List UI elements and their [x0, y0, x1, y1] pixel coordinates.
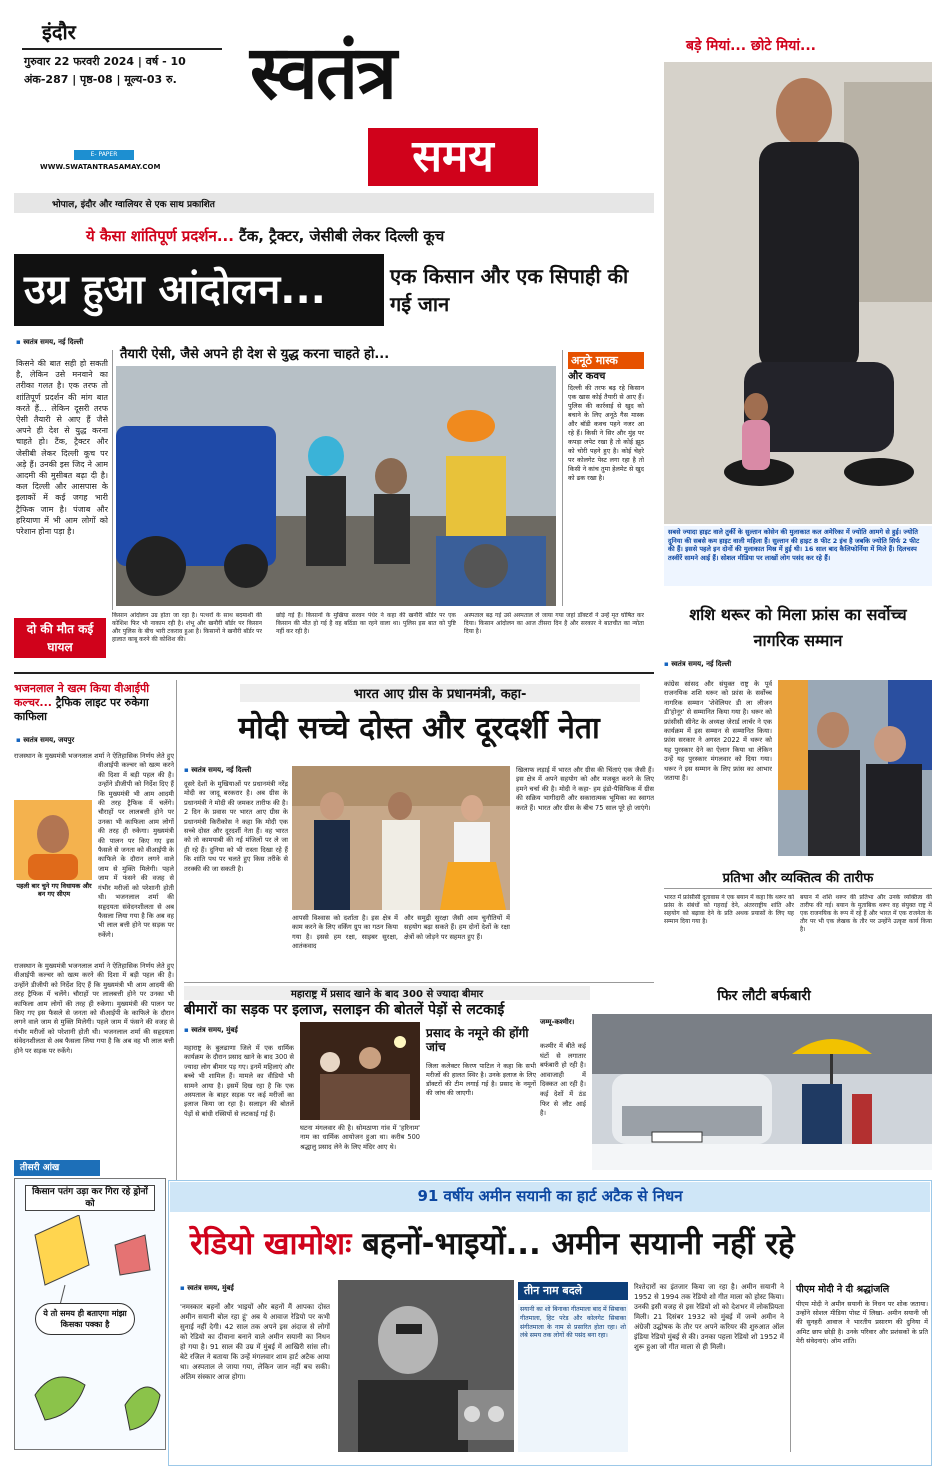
- masthead-rule: [22, 48, 222, 50]
- mask-head: अनूठे मास्क: [568, 352, 644, 369]
- prasad-sample-body: जिला कलेक्टर किरण पाटिल ने कहा कि सभी मरीजों की हालत स्थिर है। उनके इलाज के लिए डॉक्टरों की टीम लगाई गई है। प्रसाद के नमूनों की जांच की जाएगी।: [426, 1062, 536, 1097]
- cartoon-frame: [14, 1178, 166, 1450]
- lead-subhead: एक किसान और एक सिपाही की गई जान: [390, 264, 629, 316]
- snow-headline: फिर लौटी बर्फबारी: [717, 988, 811, 1004]
- sayani-byline: ▪ स्वतंत्र समय, मुंबई: [180, 1284, 300, 1293]
- rule: [664, 888, 932, 889]
- sayani-headline-red: रेडियो खामोशः: [190, 1226, 352, 1262]
- snow-place: जम्मू-कश्मीर।: [540, 1018, 575, 1026]
- bhajanlal-body: राजस्थान के मुख्यमंत्री भजनलाल शर्मा ने ऐतिहासिक निर्णय लेते हुए वीआईपी कल्चर को खत्म करने की दिशा में बड़ी पहल की है। उन्होंने डीजीपी को निर्देश दिए हैं कि मुख्यमंत्री भी आम आदमी की तरह ट्रैफिक में चलेंगे। चौराहों पर लालबत्ती होने पर उनका भी काफिला आम लोगों की तरह ही रुकेगा। मुख्यमंत्री की पालन पर किए गए इस फैसले से जनता को वीआईपी के काफिले के दौरान लगने वाले जाम से मुक्ति मिलेगी। पहले जाम में फंसने की वजह से गंभीर मरीजों को परेशानी होती थी। भजनलाल शर्मा की सहृदयता संवेदनशीलता से अब फैसला लिया गया है कि अब वह भी लाल बत्ती होने पर सड़क पर रुकेंगे।: [14, 752, 174, 939]
- deaths-label: दो की मौत कई घायल: [14, 618, 106, 658]
- bhajanlal-photo-caption: पहली बार चुने गए विधायक और बन गए सीएम: [16, 882, 92, 898]
- modi-byline: ▪ स्वतंत्र समय, नई दिल्ली: [184, 766, 294, 775]
- lead-photo-title: तैयारी ऐसी, जैसे अपने ही देश से युद्ध करना चाहते हो...: [120, 347, 390, 362]
- sayani-headline: [190, 1222, 920, 1264]
- sayani-tribute-head: पीएम मोदी ने दी श्रद्धांजलि: [796, 1284, 890, 1295]
- tagline: भोपाल, इंदौर और ग्वालियर से एक साथ प्रकाशित: [52, 200, 215, 210]
- right-kicker: बड़े मियां... छोटे मियां...: [686, 38, 816, 54]
- lead-kicker-red: ये कैसा शांतिपूर्ण प्रदर्शन...: [86, 227, 234, 245]
- bhajanlal-body-cont: राजस्थान के मुख्यमंत्री भजनलाल शर्मा ने ऐतिहासिक निर्णय लेते हुए वीआईपी कल्चर को खत्म करने की दिशा में बड़ी पहल की है। उन्होंने डीजीपी को निर्देश दिए हैं कि मुख्यमंत्री भी आम आदमी की तरह ट्रैफिक में चलेंगे। चौराहों पर लालबत्ती होने पर उनका भी काफिला आम लोगों की तरह ही रुकेगा। मुख्यमंत्री की पालन पर किए गए इस फैसले से जनता को वीआईपी के काफिले के दौरान लगने वाले जाम से मुक्ति मिलेगी। पहले जाम में फंसने की वजह से गंभीर मरीजों को परेशानी होती थी। भजनलाल शर्मा की सहृदयता संवेदनशीलता से अब फैसला लिया गया है कि अब वह भी लाल बत्ती होने पर सड़क पर रुकेंगे।: [14, 962, 174, 1055]
- tharoor-photo-illustration: [778, 680, 932, 856]
- bhajanlal-headline: [14, 682, 174, 724]
- modi-body-3: और समुद्री सुरक्षा जैसी आम चुनौतियों में सहयोग बढ़ा सकते हैं। हम दोनों देशों के रक्षा क्षेत्रों को जोड़ने पर सहमत हुए हैं।: [404, 914, 510, 941]
- sayani-kicker: 91 वर्षीय अमीन सयानी का हार्ट अटैक से निधन: [417, 1187, 683, 1205]
- logo-bottom: समय: [368, 128, 538, 186]
- column-rule: [790, 1280, 791, 1452]
- modi-body-1: दूसरे देशों के मुखियाओं पर प्रधानमंत्री नरेंद्र मोदी का जादू बरकरार है। अब ग्रीस के प्रधानमंत्री ने मोदी की जमकर तारीफ की है। 2 दिन के प्रवास पर भारत आए ग्रीस के प्रधानमंत्री किरीकोस ने कहा कि मोदी एक सच्चे दोस्त और दूरदर्शी नेता हैं। वह भारत को तो कामयाबी की नई मंजिलों पर ले जा ही रहे हैं। दुनिया को भी रास्ता दिखा रहे हैं कि शांति पथ पर चलते हुए किस तरीके से तरक्की की जा सकती है।: [184, 780, 288, 873]
- lead-caption-3: अस्पताल बढ़ गई उसे अस्पताल ले जाया गया जहां डॉक्टरों ने उन्हें मृत घोषित कर दिया। किसान आंदोलन का आज तीसरा दिन है और सरकार ने बातचीत का न्योता दिया है।: [464, 612, 644, 635]
- city-label: इंदौर: [42, 20, 76, 44]
- modi-body-4: खिलाफ लड़ाई में भारत और ग्रीस की चिंताएं एक जैसी हैं। इस क्षेत्र में अपने सहयोग को और मजबूत करने के लिए हमने चर्चा की है। मोदी ने कहा- हम इंडो-पैसिफिक में ग्रीस की सक्रिय भागीदारी और सकारात्मक भूमिका का स्वागत करते हैं। भारत और ग्रीस के बीच 75 साल पूरे हो जाएंगे।: [516, 766, 654, 812]
- tharoor-body-3: बयान में शशि थरूर की प्रतिभा और उनके व्यक्तित्व की तारीफ की गई। बयान के मुताबिक थरूर वह संयुक्त राष्ट्र में एक राजनयिक के रूप में रहे हैं और भारत में एक राजनेता के तौर पर भी एक लेखक के तौर पर उन्होंने उत्कृष्ट कार्य किया है।: [800, 894, 932, 933]
- rule: [184, 982, 654, 983]
- lead-kicker: [86, 226, 646, 246]
- lead-photo-illustration: [116, 366, 556, 606]
- prasad-photo-illustration: [300, 1022, 420, 1120]
- modi-photo: [292, 766, 510, 910]
- sayani-body: 'नमस्कार बहनों और भाइयों और बहनों मैं आपका दोस्त अमीन सयानी बोल रहा हूं' अब ये आवाज रेडियो पर कभी सुनाई नहीं देगी। 42 साल तक अपने इस अंदाज से लोगों को रेडियो का दीवाना बनाने वाले अमीन सयानी का निधन हो गया है। 91 साल की उम्र में मुंबई में आखिरी सांस ली। बेटे रजिल ने बताया कि उन्हें मंगलवार शाम हार्ट अटैक आया था। अस्पताल ले जाया गया, लेकिन जान नहीं बच सकी। अंतिम संस्कार आज होगा।: [180, 1303, 330, 1381]
- prasad-headline: बीमारों का सड़क पर इलाज, सलाइन की बोतलें पेड़ों से लटकाई: [184, 1002, 505, 1018]
- mask-sub: और कवच: [568, 371, 606, 382]
- website-link[interactable]: WWW.SWATANTRASAMAY.COM: [40, 163, 161, 171]
- date-line: गुरुवार 22 फरवरी 2024 | वर्ष - 10: [24, 55, 186, 68]
- prasad-kicker: महाराष्ट्र में प्रसाद खाने के बाद 300 से ज्यादा बीमार: [184, 986, 590, 1000]
- cartoon-bubble: ये तो समय ही बताएगा मांझा किसका पक्का है: [35, 1303, 135, 1335]
- snow-photo: [592, 1014, 932, 1170]
- bhajanlal-headline-rest: ट्रैफिक लाइट पर रुकेगा काफिला: [14, 696, 149, 723]
- sayani-names-head: तीन नाम बदले: [518, 1282, 628, 1300]
- photo-illustration: [664, 62, 932, 524]
- lead-caption-1: किसान आंदोलन उग्र होता जा रहा है। पत्थरों के साथ बदमाशी की कोशिश फिर भी नाकाम रही है। शंभू और खनौरी बॉर्डर पर किसान और पुलिस के बीच भारी टकराव हुआ है। किसानों ने खनौरी बॉर्डर पर हालात काबू करने की कोशिश की।: [112, 612, 262, 643]
- bhajanlal-headline-red: भजनलाल ने खत्म किया वीआईपी कल्चर...: [14, 682, 150, 709]
- modi-headline: मोदी सच्चे दोस्त और दूरदर्शी नेता: [238, 711, 600, 746]
- right-photo-caption: सबसे ज्यादा हाइट वाले तुर्की के सुल्तान कोसेन की मुलाकात कल अमेरिका में ज्योति आमगे से हुई। ज्योति दुनिया की सबसे कम हाइट वाली महिला हैं। सुल्तान की हाइट 8 फीट 2 इंच है जबकि ज्योति सिर्फ 2 फीट की हैं। इससे पहले इन दोनों की मुलाकात मिस्र में हुई थी। 16 साल बाद कैलिफोर्निया में मिले हैं। दिलचस्प तस्वीरें सामने आई हैं। सोशल मीडिया पर लाखों लोग पसंद कर रहे हैं।: [664, 526, 932, 586]
- bhajanlal-byline: ▪ स्वतंत्र समय, जयपुर: [16, 736, 166, 745]
- modi-body-2: आपसी विश्वास को दर्शाता है। इस क्षेत्र में काम करने के लिए वर्किंग ग्रुप का गठन किया गया है। इससे हम रक्षा, साइबर सुरक्षा, आतंकवाद: [292, 914, 398, 951]
- sayani-photo-illustration: [338, 1280, 514, 1452]
- snow-body: कश्मीर में बीते कई घंटों से लगातार बर्फबारी हो रही है। आवाजाही में दिक्कत आ रही है। कई देशों में ठंड फिर से लौट आई है।: [540, 1042, 586, 1118]
- column-rule: [112, 350, 113, 610]
- tharoor-body-2: भारत में फ्रांसीसी दूतावास ने एक बयान में कहा कि थरूर को फ्रांस के संबंधों को गहराई देने, अंतरराष्ट्रीय शांति और सहयोग को बढ़ावा देने के प्रति अथक प्रयासों के लिए यह सम्मान दिया गया है।: [664, 894, 794, 925]
- snow-photo-illustration: [592, 1014, 932, 1170]
- sayani-headline-rest: बहनों-भाइयों... अमीन सयानी नहीं रहे: [362, 1226, 795, 1262]
- issue-line: अंक-287 | पृष्ठ-08 | मूल्य-03 रु.: [24, 73, 177, 86]
- tharoor-body: कांग्रेस सांसद और संयुक्त राष्ट्र के पूर्व राजनयिक शशि थरूर को फ्रांस के सर्वोच्च नागरिक सम्मान 'शेवेलियर डी ला लीजन डी'होनूर' से सम्मानित किया गया है। थरूर को फ्रांसीसी सीनेट के अध्यक्ष जेरार्ड लार्चर ने एक कार्यक्रम में इस सम्मान से सम्मानित किया। फ्रांस सरकार ने अगस्त 2022 में थरूर को यह पुरस्कार देने का ऐलान किया था लेकिन उन्हें यह पुरस्कार मंगलवार को दिया गया। थरूर ने इस सम्मान के लिए फ्रांस का आभार जताया है।: [664, 680, 772, 783]
- logo-top: स्वतंत्र: [250, 30, 395, 116]
- mask-body: दिल्ली की तरफ बढ़ रहे किसान एक खास कोई तैयारी से आए हैं। पुलिस की कार्रवाई से खुद को बचाने के लिए अनूठे गैस मास्क और बॉडी कवच पहने नजर आ रहे हैं। किसी ने सिर और मुंह पर कपड़ा लपेट रखा है तो कोई झूठ को चोरी पहने हुए है। कोई चेहरे पर कोलगेट पेस्ट लगा रहा है तो किसी ने कांच तुमा हेलमेट से खुद को ढक रखा है।: [568, 384, 644, 482]
- sayani-names-body: सयानी का शो बिनाका गीतमाला बाद में सिबाका गीतमाला, हिट परेड और कोलगेट सिबाका संगीतमाला के नाम से प्रसारित होता रहा। शो लंबे समय तक लोगों की पसंद बना रहा।: [518, 1304, 628, 1452]
- prasad-photo: [300, 1022, 420, 1120]
- modi-kicker: भारत आए ग्रीस के प्रधानमंत्री, कहा-: [240, 684, 640, 702]
- lead-headline: उग्र हुआ आंदोलन...: [14, 254, 384, 326]
- column-rule: [562, 350, 563, 606]
- tharoor-headline: शशि थरूर को मिला फ्रांस का सर्वोच्च नागरिक सम्मान: [689, 605, 907, 650]
- tharoor-photo: [778, 680, 932, 856]
- tharoor-byline: ▪ स्वतंत्र समय, नई दिल्ली: [664, 660, 864, 669]
- prasad-sample-head: प्रसाद के नमूने की होंगी जांच: [426, 1026, 529, 1054]
- lead-photo: [116, 366, 556, 606]
- cartoon-caption: किसान पतंग उड़ा कर गिरा रहे ड्रोनों को: [25, 1185, 155, 1211]
- tall-short-photo: [664, 62, 932, 524]
- epaper-label: E- PAPER: [74, 150, 134, 160]
- section-rule: [14, 672, 654, 674]
- cartoon-box-label: तीसरी आंख: [14, 1160, 100, 1176]
- lead-caption-2: छोड़े गई हैं। किसानों के मुखिया सरवन पंधेर ने कहा की खनौरी बॉर्डर पर एक किसान की मौत हो गई है वह बठिंडा का रहने वाला था। पुलिस इस बात को पुष्टि नहीं कर रही है।: [276, 612, 456, 635]
- sayani-col-2: रिश्तेदारों का इंतजार किया जा रहा है। अमीन सयानी ने 1952 से 1994 तक रेडियो शो गीत माला को होस्ट किया। उनकी इसी वजह से इस रेडियो शो को देशभर में लोकप्रियता मिली। 21 दिसंबर 1932 को मुंबई में जन्मे अमीन ने अंग्रेजी उद्घोषक के तौर पर अपने करियर की शुरुआत ऑल इंडिया रेडियो मुंबई से की। उनका पहला रेडियो शो 1952 में शुरू हुआ जो गीत माला से ही मिली।: [634, 1283, 784, 1351]
- prasad-byline: ▪ स्वतंत्र समय, मुंबई: [184, 1026, 304, 1035]
- sayani-photo: [338, 1280, 514, 1452]
- lead-kicker-rest: टैंक, ट्रैक्टर, जेसीबी लेकर दिल्ली कूच: [239, 227, 445, 245]
- tharoor-subhead: प्रतिभा और व्यक्तित्व की तारीफ: [722, 871, 874, 886]
- lead-byline: ▪ स्वतंत्र समय, नई दिल्ली: [16, 338, 116, 347]
- lead-body: किसने की बात सही हो सकती है, लेकिन उसे मनवाने का तरीका गलत है। एक तरफ तो शांतिपूर्ण प्रदर्शन की मांग बात करते हैं... लेकिन दूसरी तरफ ऐसी तैयारी से आए हैं जैसे अपने ही देश से युद्ध करना चाहते हो। टैंक, ट्रैक्टर और जेसीबी लेकर दिल्ली कूच पर अड़े हैं। उनकी इस जिद ने आम आदमी की मुसीबत बढ़ा दी है। कल दिल्ली और आसपास के इलाकों में कई जगह भारी ट्रैफिक जाम है। पंजाब और हरियाणा में भी आम लोगों को परेशान होना पड़ा है।: [16, 359, 108, 537]
- modi-photo-illustration: [292, 766, 510, 910]
- prasad-body-2: घटना मंगलवार की है। सोमठाणा गांव में 'हरिनाम' नाम का धार्मिक आयोजन हुआ था। करीब 500 श्रद्धालु प्रसाद लेने के लिए मंदिर आए थे।: [300, 1124, 420, 1151]
- sayani-tribute-body: पीएम मोदी ने अमीन सयानी के निधन पर शोक जताया। उन्होंने सोशल मीडिया पोस्ट में लिखा- अमीन सयानी जी की सुनहरी आवाज ने भारतीय प्रसारण की दुनिया में अमिट छाप छोड़ी है। उनके परिवार और प्रशंसकों के प्रति मेरी संवेदनाएं। ओम शांति।: [796, 1300, 928, 1345]
- prasad-body: महाराष्ट्र के बुलढाणा जिले में एक धार्मिक कार्यक्रम के दौरान प्रसाद खाने के बाद 300 से ज्यादा लोग बीमार पड़ गए। इनमें महिलाएं और बच्चे भी शामिल हैं। मामले का वीडियो भी सामने आया है। इसमें दिख रहा है कि एक अस्पताल के बाहर सड़क पर कई मरीजों का इलाज किया जा रहा है। सलाइन की बोतलें पेड़ों से बांधी रस्सियों से लटकाई गई हैं।: [184, 1044, 294, 1118]
